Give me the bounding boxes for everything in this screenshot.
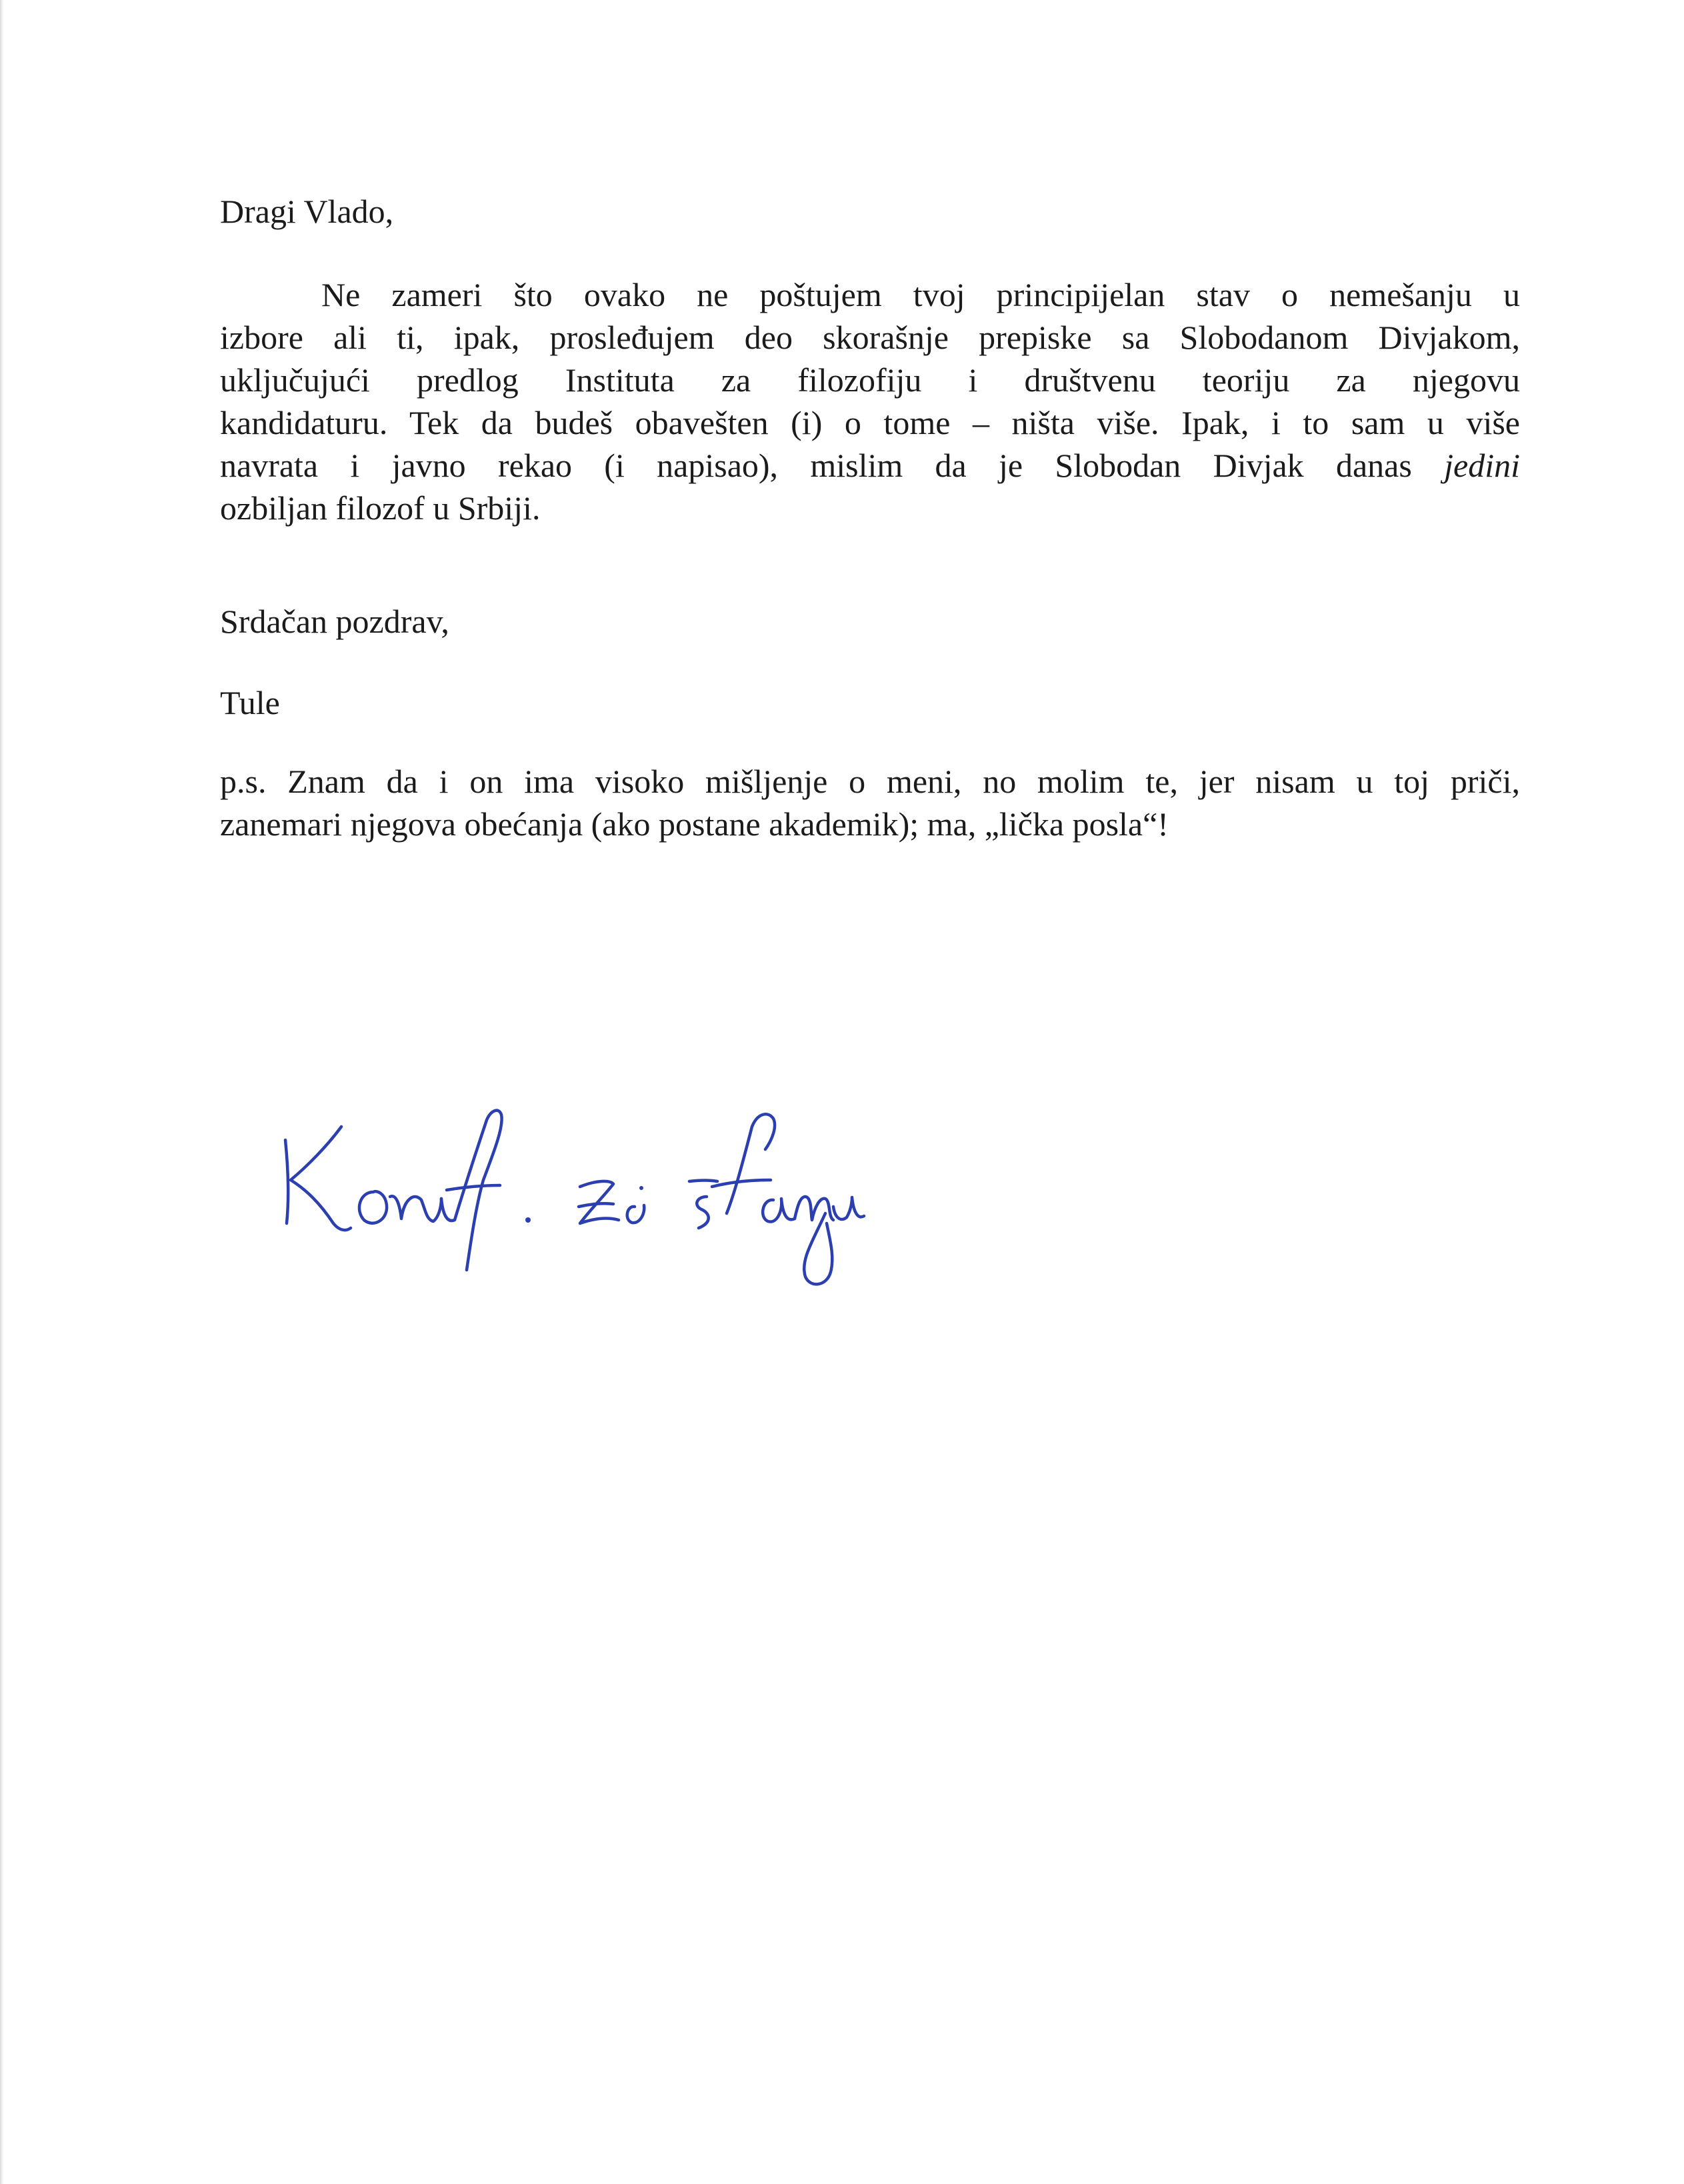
body-line: kandidaturu. Tek da budeš obavešten (i) o tome – ništa više. Ipak, i to sam u više bbox=[220, 404, 1520, 441]
sender-name: Tule bbox=[220, 684, 280, 721]
scan-edge bbox=[0, 0, 4, 2184]
body-line: Ne zameri što ovako ne poštujem tvoj principijelan stav o nemešanju u bbox=[321, 276, 1520, 313]
body-line: uključujući predlog Instituta za filozofiju i društvenu teoriju za njegovu bbox=[220, 361, 1520, 399]
closing: Srdačan pozdrav, bbox=[220, 603, 449, 640]
handwritten-signature bbox=[267, 1080, 867, 1293]
emphasized-word: jedini bbox=[1444, 447, 1520, 484]
body-paragraph bbox=[220, 273, 1520, 529]
body-line: ozbiljan filozof u Srbiji. bbox=[220, 489, 541, 527]
body-line: izbore ali ti, ipak, prosleđujem deo skorašnje prepiske sa Slobodanom Divjakom, bbox=[220, 319, 1520, 356]
postscript bbox=[220, 760, 1520, 845]
postscript-line: p.s. Znam da i on ima visoko mišljenje o meni, no molim te, jer nisam u toj priči, bbox=[220, 763, 1520, 800]
body-line bbox=[220, 444, 1520, 487]
salutation: Dragi Vlado, bbox=[220, 193, 394, 230]
postscript-line: zanemari njegova obećanja (ako postane akademik); ma, „lička posla“! bbox=[220, 805, 1169, 843]
body-line-text: navrata i javno rekao (i napisao), mislim da je Slobodan Divjak danas bbox=[220, 447, 1445, 484]
